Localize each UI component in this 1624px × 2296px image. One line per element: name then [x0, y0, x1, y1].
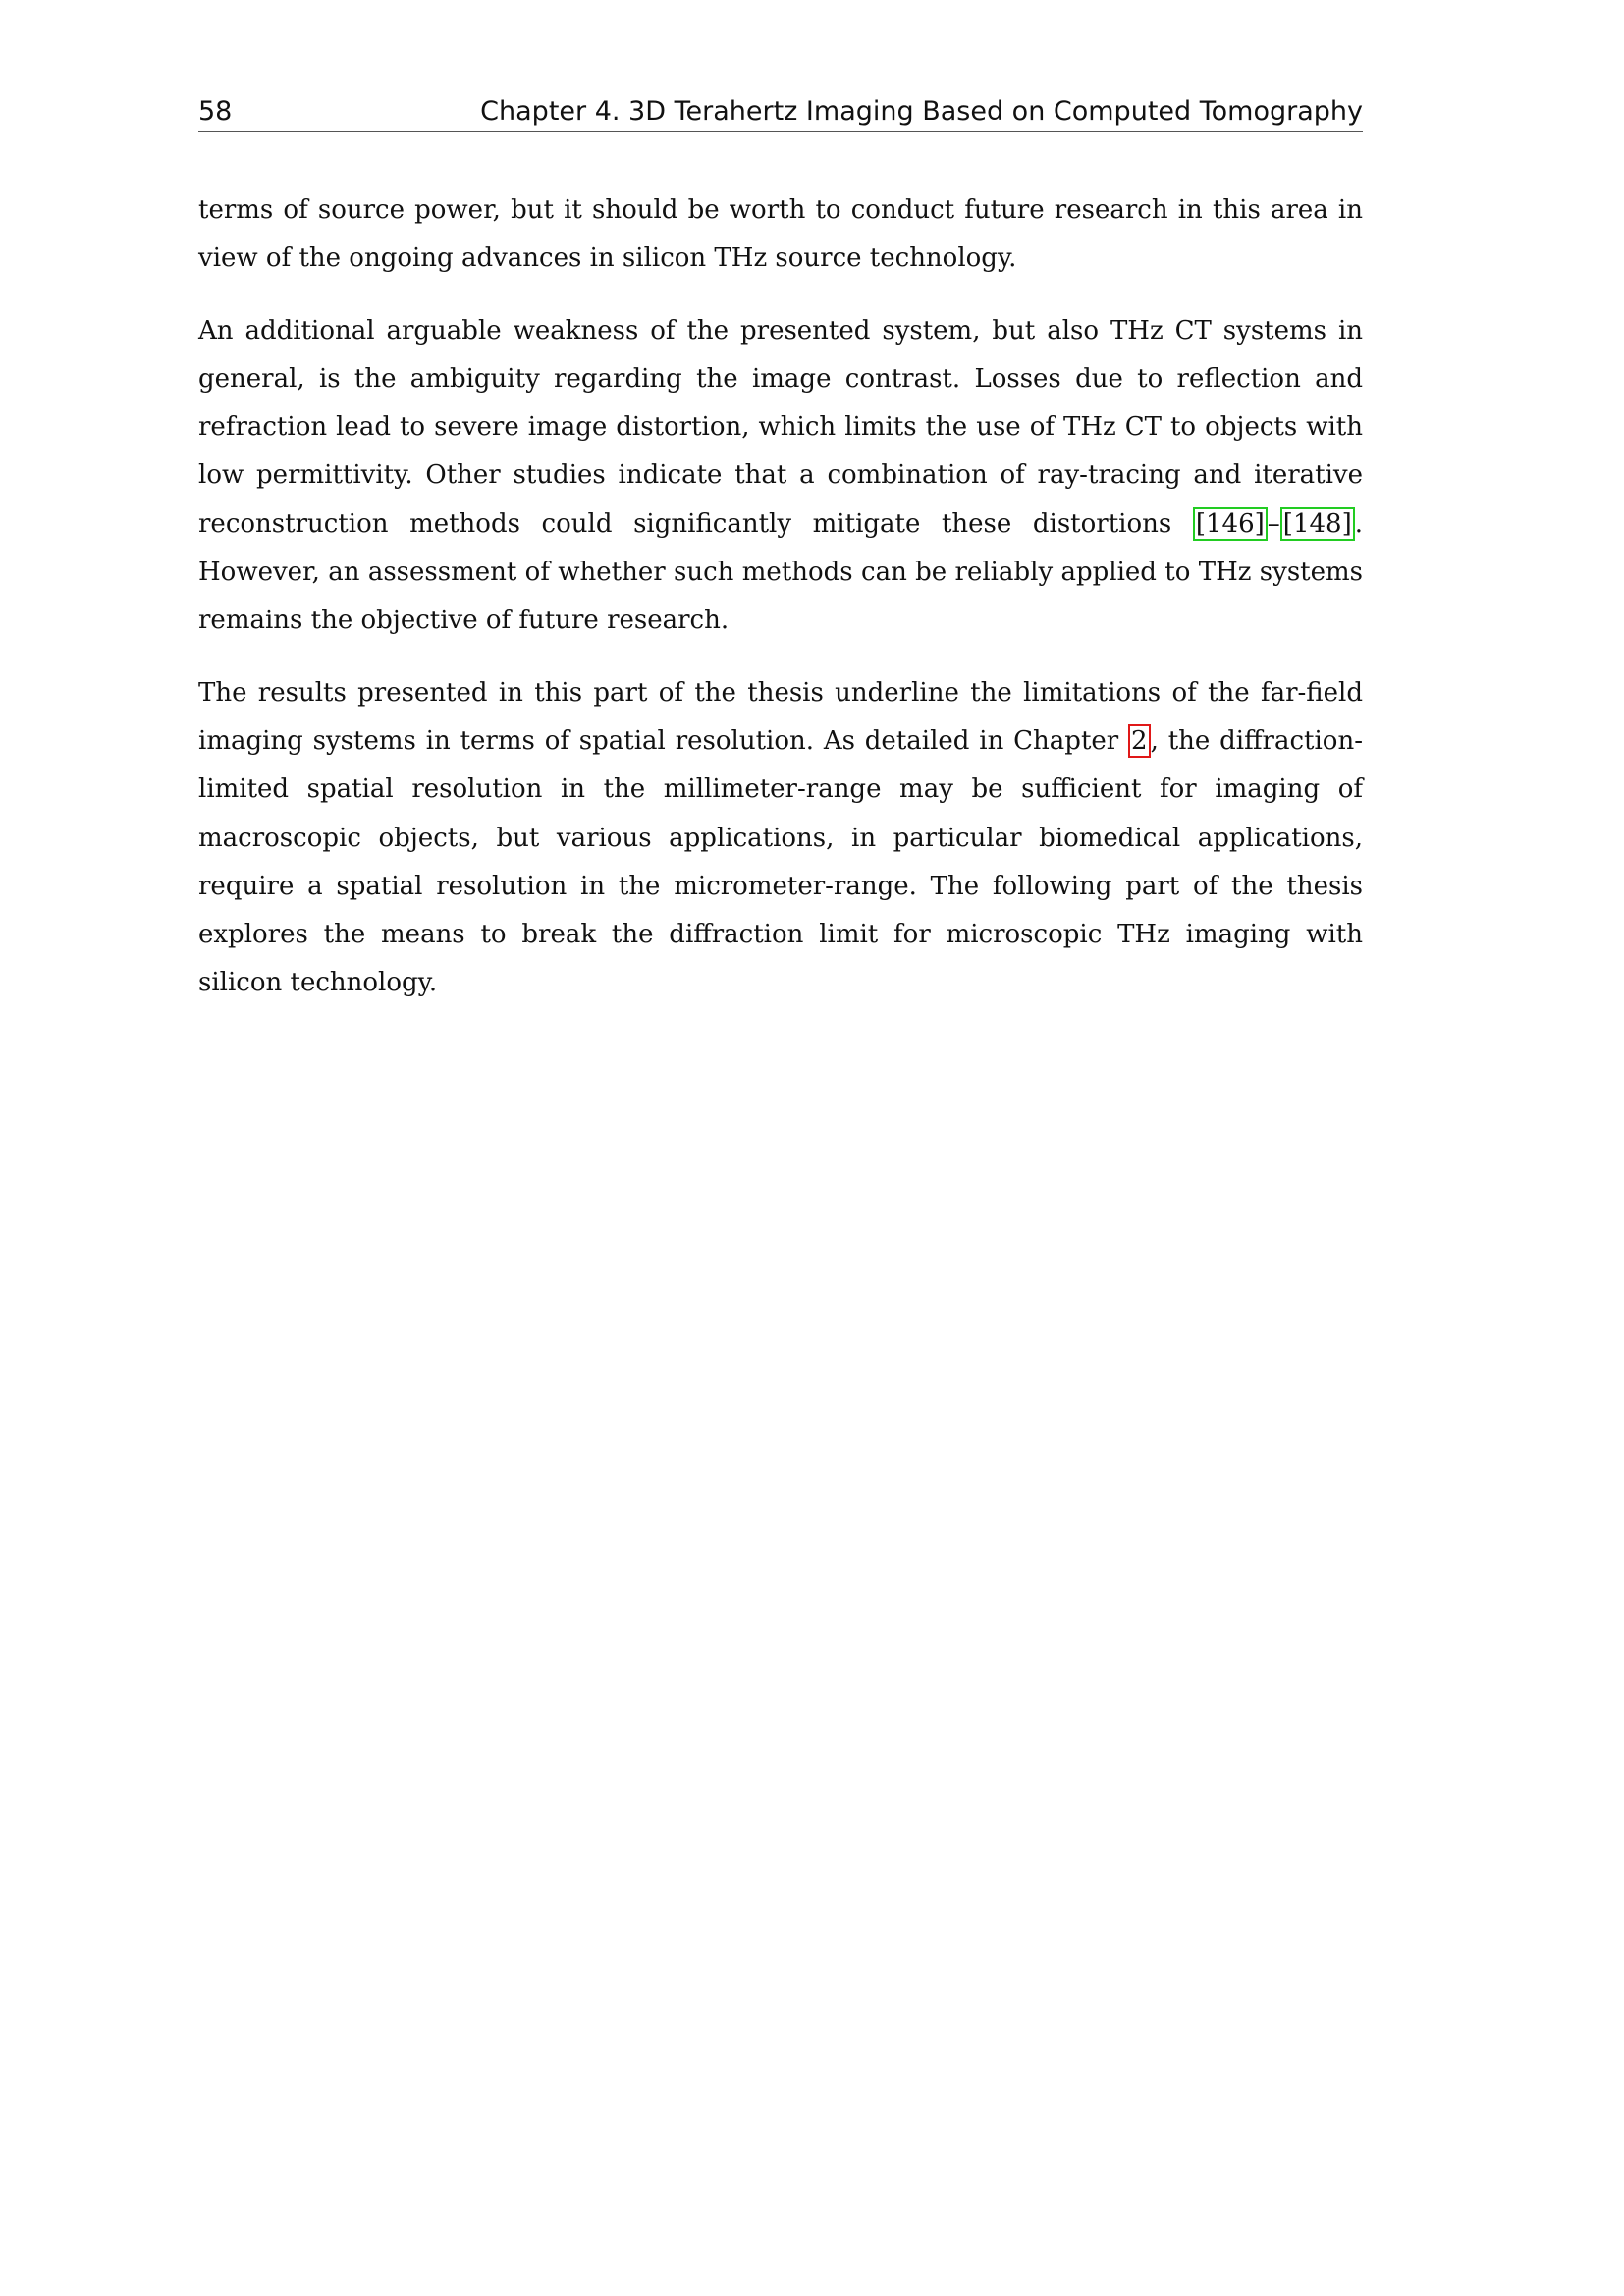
chapter-ref-link[interactable]: 2: [1128, 724, 1151, 758]
citation-link-148[interactable]: [148]: [1280, 507, 1355, 541]
body-text: [198, 187, 1363, 1008]
paragraph-1: terms of source power, but it should be worth to conduct future research in this area in view of the ongoing advances in silicon THz source technology.: [198, 195, 1363, 274]
citation-number: 148: [1292, 508, 1342, 539]
citation-range-dash: –: [1267, 508, 1280, 539]
paragraph-3-text-end: , the diffraction-limited spatial resolution in the millimeter-range may be sufficient for imaging of macroscopic objects, but various applications, in particular biomedical applications, require a spatial resolution in the micrometer-range. The following part of the thesis explores the means to break the diffraction limit for microscopic THz imaging with silicon technology.: [198, 725, 1363, 998]
paragraph-3-text-start: The results presented in this part of the thesis underline the limitations of the far-field imaging systems in terms of spatial resolution. As detailed in Chapter: [198, 677, 1363, 756]
page: [198, 98, 1363, 1032]
paragraph-2-text-end: . However, an assessment of whether such methods can be reliably applied to THz systems remains the objective of future research.: [198, 508, 1363, 636]
running-header: [198, 98, 1363, 132]
paragraph-2-text-start: An additional arguable weakness of the presented system, but also THz CT systems in general, is the ambiguity regarding the image contrast. Losses due to reflection and refraction lead to severe image distortion, which limits the use of THz CT to objects with low permittivity. Other studies indicate that a combination of ray-tracing and iterative reconstruction methods could significantly mitigate these distortions: [198, 315, 1363, 539]
paragraph-2: [198, 307, 1363, 646]
page-number: 58: [198, 96, 233, 127]
citation-number: 146: [1205, 508, 1255, 539]
chapter-title: Chapter 4. 3D Terahertz Imaging Based on Computed Tomography: [480, 96, 1363, 127]
citation-link-146[interactable]: [146]: [1193, 507, 1268, 541]
paragraph-3: [198, 669, 1363, 1008]
